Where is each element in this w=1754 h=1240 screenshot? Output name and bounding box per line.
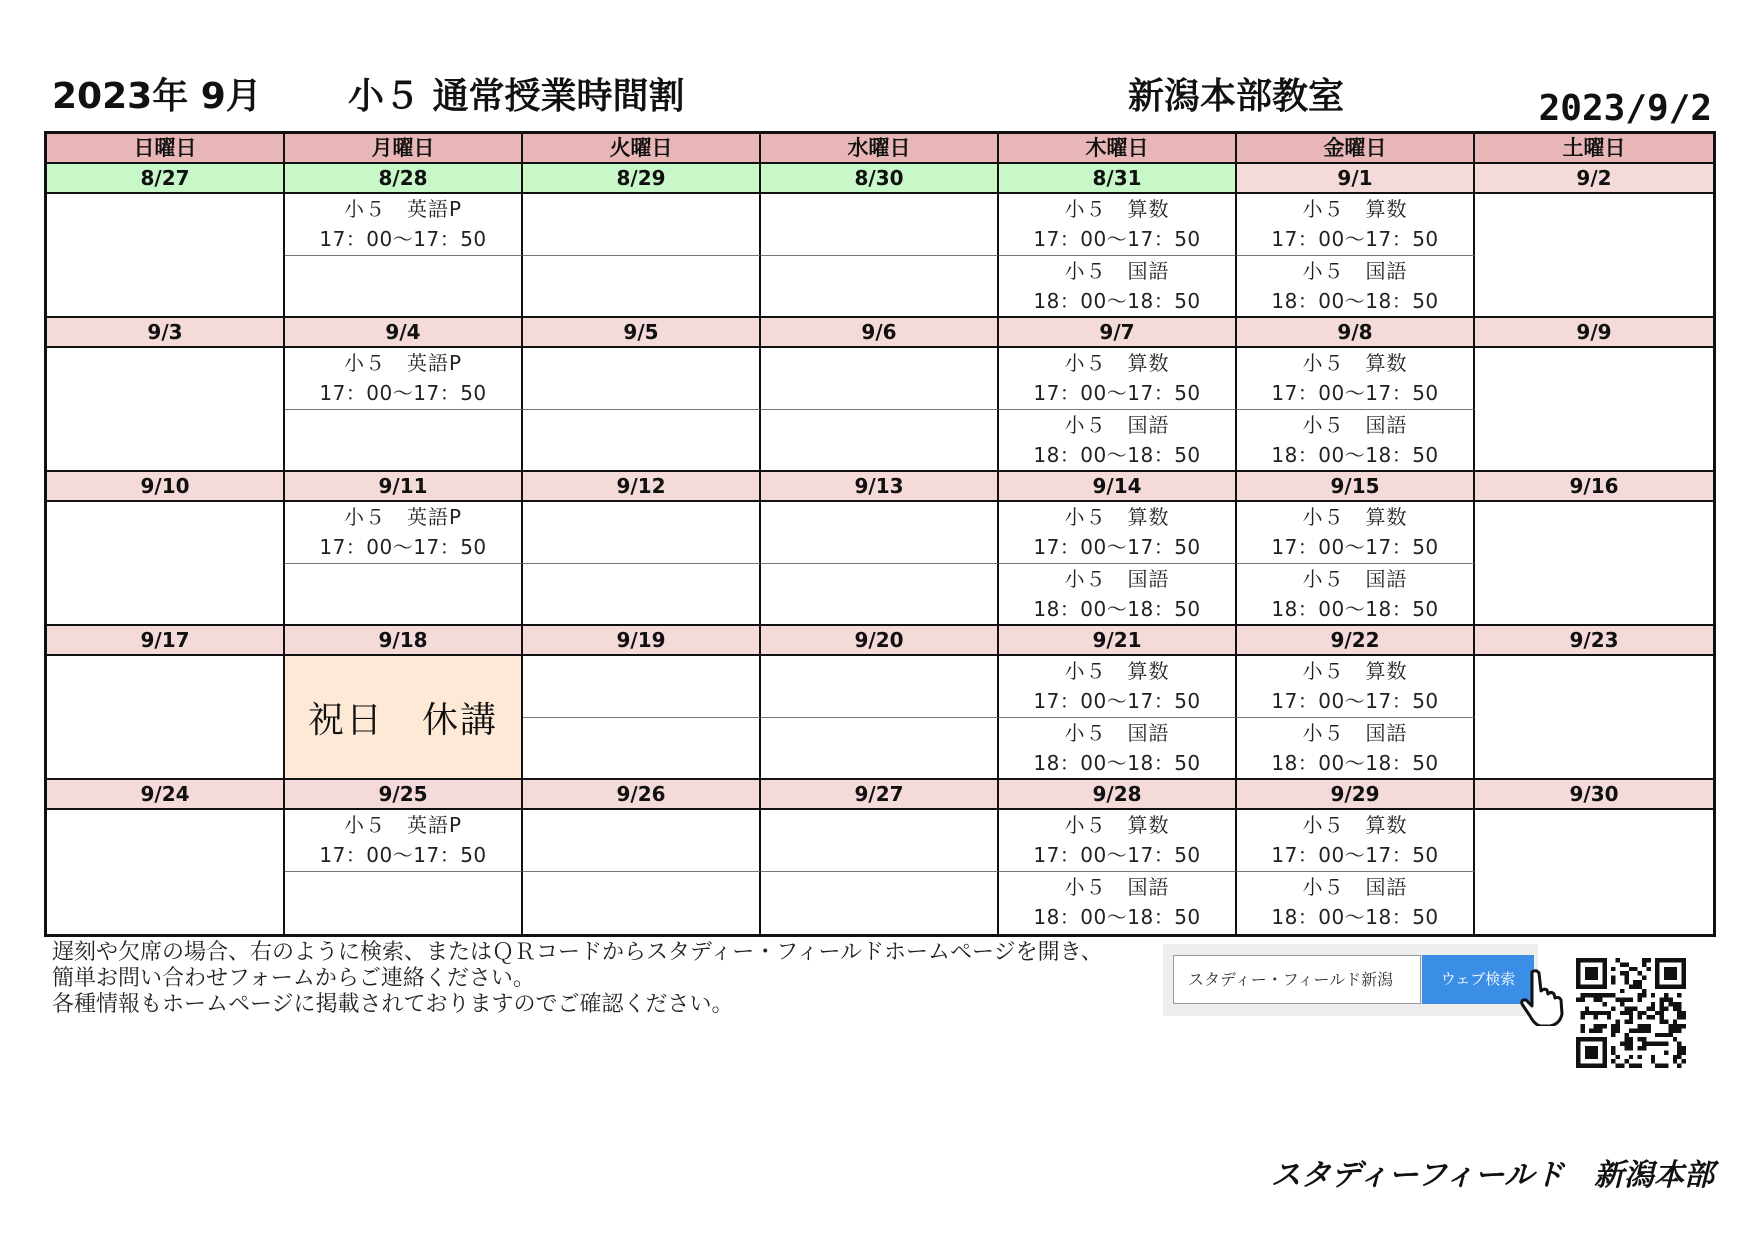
day-of-week-header: 金曜日 <box>1237 134 1475 164</box>
lesson-slot <box>47 410 285 472</box>
lesson-slot <box>999 810 1237 872</box>
lesson-time: 17：00～17：50 <box>319 381 487 405</box>
lesson-time: 18：00～18：50 <box>1033 289 1201 313</box>
lesson-slot <box>1237 410 1475 472</box>
lesson-time: 18：00～18：50 <box>1271 751 1439 775</box>
holiday-label: 祝日 休講 <box>307 699 498 741</box>
lesson-slot <box>47 502 285 564</box>
date-cell: 9/28 <box>999 780 1237 810</box>
lesson-time: 18：00～18：50 <box>1033 597 1201 621</box>
date-cell: 9/14 <box>999 472 1237 502</box>
lesson-time: 18：00～18：50 <box>1271 597 1439 621</box>
lesson-time: 17：00～17：50 <box>1271 535 1439 559</box>
lesson-slot <box>999 502 1237 564</box>
lesson-slot <box>1475 194 1713 256</box>
search-bar-graphic <box>1163 944 1538 1016</box>
issue-date: 2023/9/2 <box>1538 88 1712 129</box>
lesson-slot <box>523 810 761 872</box>
lesson-slot <box>999 256 1237 318</box>
lesson-time: 18：00～18：50 <box>1033 751 1201 775</box>
lesson-time: 17：00～17：50 <box>319 227 487 251</box>
lesson-subject: 小５ 算数 <box>1064 351 1170 375</box>
lesson-subject: 小５ 国語 <box>1064 567 1170 591</box>
lesson-slot <box>47 718 285 780</box>
date-cell: 9/2 <box>1475 164 1713 194</box>
lesson-slot <box>285 348 523 410</box>
lesson-time: 17：00～17：50 <box>1271 689 1439 713</box>
date-cell: 9/6 <box>761 318 999 348</box>
day-of-week-header: 火曜日 <box>523 134 761 164</box>
brand-signature: スタディーフィールド 新潟本部 <box>1270 1158 1714 1193</box>
lesson-time: 17：00～17：50 <box>1271 843 1439 867</box>
lesson-slot <box>1475 564 1713 626</box>
lesson-slot <box>1237 194 1475 256</box>
date-cell: 9/9 <box>1475 318 1713 348</box>
lesson-slot <box>47 194 285 256</box>
timetable-grid <box>44 131 1716 937</box>
lesson-slot <box>999 656 1237 718</box>
lesson-slot <box>999 872 1237 934</box>
lesson-slot <box>285 872 523 934</box>
lesson-slot <box>285 194 523 256</box>
lesson-slot <box>285 410 523 472</box>
lesson-slot <box>285 502 523 564</box>
lesson-time: 18：00～18：50 <box>1033 443 1201 467</box>
lesson-slot <box>47 564 285 626</box>
lesson-subject: 小５ 国語 <box>1064 259 1170 283</box>
lesson-slot <box>523 564 761 626</box>
lesson-slot <box>523 656 761 718</box>
lesson-time: 17：00～17：50 <box>319 535 487 559</box>
date-cell: 9/8 <box>1237 318 1475 348</box>
lesson-subject: 小５ 算数 <box>1064 659 1170 683</box>
date-cell: 9/10 <box>47 472 285 502</box>
lesson-subject: 小５ 算数 <box>1302 813 1408 837</box>
lesson-subject: 小５ 国語 <box>1302 567 1408 591</box>
lesson-slot <box>523 718 761 780</box>
lesson-slot <box>1237 810 1475 872</box>
lesson-slot <box>1237 348 1475 410</box>
date-cell: 9/16 <box>1475 472 1713 502</box>
date-cell: 9/20 <box>761 626 999 656</box>
date-cell: 8/28 <box>285 164 523 194</box>
lesson-slot <box>1475 256 1713 318</box>
lesson-slot <box>761 656 999 718</box>
lesson-subject: 小５ 国語 <box>1064 721 1170 745</box>
date-cell: 9/11 <box>285 472 523 502</box>
lesson-time: 18：00～18：50 <box>1033 905 1201 929</box>
lesson-subject: 小５ 算数 <box>1064 813 1170 837</box>
date-cell: 9/21 <box>999 626 1237 656</box>
lesson-time: 17：00～17：50 <box>1271 381 1439 405</box>
date-cell: 8/27 <box>47 164 285 194</box>
note-line: 各種情報もホームページに掲載されておりますのでご確認ください。 <box>52 992 734 1017</box>
lesson-slot <box>47 810 285 872</box>
lesson-slot <box>761 502 999 564</box>
lesson-subject: 小５ 英語P <box>343 813 463 837</box>
date-cell: 9/7 <box>999 318 1237 348</box>
lesson-subject: 小５ 国語 <box>1064 413 1170 437</box>
lesson-slot <box>761 718 999 780</box>
class-title: 小５ 通常授業時間割 <box>348 76 685 117</box>
lesson-slot <box>1475 872 1713 934</box>
lesson-subject: 小５ 算数 <box>1302 505 1408 529</box>
date-cell: 9/24 <box>47 780 285 810</box>
note-line: 遅刻や欠席の場合、右のように検索、またはＱＲコードからスタディー・フィールドホームページを開き、 <box>52 940 1103 965</box>
date-cell: 8/29 <box>523 164 761 194</box>
qr-code-icon <box>1576 958 1686 1068</box>
lesson-subject: 小５ 国語 <box>1302 413 1408 437</box>
lesson-slot <box>1237 872 1475 934</box>
date-cell: 9/19 <box>523 626 761 656</box>
lesson-slot <box>47 656 285 718</box>
lesson-time: 17：00～17：50 <box>1033 689 1201 713</box>
lesson-slot <box>1475 410 1713 472</box>
lesson-slot <box>1237 656 1475 718</box>
web-search-button[interactable]: ウェブ検索 <box>1422 955 1534 1004</box>
date-cell: 9/15 <box>1237 472 1475 502</box>
lesson-slot <box>1237 718 1475 780</box>
date-cell: 9/4 <box>285 318 523 348</box>
date-cell: 9/22 <box>1237 626 1475 656</box>
lesson-slot <box>1237 502 1475 564</box>
lesson-slot <box>761 194 999 256</box>
date-cell: 9/13 <box>761 472 999 502</box>
date-cell: 9/5 <box>523 318 761 348</box>
lesson-slot <box>47 256 285 318</box>
date-cell: 9/1 <box>1237 164 1475 194</box>
day-of-week-header: 日曜日 <box>47 134 285 164</box>
lesson-slot <box>999 348 1237 410</box>
lesson-time: 17：00～17：50 <box>1033 535 1201 559</box>
lesson-time: 18：00～18：50 <box>1271 905 1439 929</box>
lesson-slot <box>1475 718 1713 780</box>
lesson-slot <box>999 194 1237 256</box>
lesson-time: 17：00～17：50 <box>1271 227 1439 251</box>
lesson-slot <box>761 564 999 626</box>
lesson-slot <box>1237 564 1475 626</box>
lesson-slot <box>999 564 1237 626</box>
lesson-slot <box>285 256 523 318</box>
lesson-subject: 小５ 算数 <box>1302 659 1408 683</box>
date-cell: 9/18 <box>285 626 523 656</box>
lesson-subject: 小５ 算数 <box>1064 197 1170 221</box>
footer-notes <box>52 940 1103 1018</box>
holiday-cell <box>285 656 523 780</box>
lesson-slot <box>47 872 285 934</box>
lesson-subject: 小５ 国語 <box>1302 259 1408 283</box>
lesson-subject: 小５ 英語P <box>343 351 463 375</box>
school-name: 新潟本部教室 <box>1128 76 1345 117</box>
lesson-time: 17：00～17：50 <box>319 843 487 867</box>
pointer-hand-icon <box>1520 968 1566 1026</box>
lesson-time: 18：00～18：50 <box>1271 289 1439 313</box>
lesson-slot <box>761 410 999 472</box>
lesson-subject: 小５ 国語 <box>1064 875 1170 899</box>
lesson-subject: 小５ 算数 <box>1064 505 1170 529</box>
date-cell: 9/30 <box>1475 780 1713 810</box>
day-of-week-header: 土曜日 <box>1475 134 1713 164</box>
lesson-slot <box>761 810 999 872</box>
lesson-slot <box>523 256 761 318</box>
lesson-slot <box>999 718 1237 780</box>
date-cell: 8/30 <box>761 164 999 194</box>
date-cell: 8/31 <box>999 164 1237 194</box>
lesson-slot <box>761 872 999 934</box>
lesson-subject: 小５ 英語P <box>343 505 463 529</box>
lesson-slot <box>1475 656 1713 718</box>
lesson-subject: 小５ 英語P <box>343 197 463 221</box>
lesson-slot <box>1237 256 1475 318</box>
lesson-slot <box>523 502 761 564</box>
lesson-subject: 小５ 国語 <box>1302 875 1408 899</box>
month-title: 2023年 9月 <box>52 76 262 117</box>
date-cell: 9/25 <box>285 780 523 810</box>
note-line: 簡単お問い合わせフォームからご連絡ください。 <box>52 966 535 991</box>
lesson-slot <box>1475 810 1713 872</box>
lesson-slot <box>285 810 523 872</box>
lesson-subject: 小５ 算数 <box>1302 351 1408 375</box>
lesson-slot <box>1475 348 1713 410</box>
date-cell: 9/3 <box>47 318 285 348</box>
search-input[interactable]: スタディー・フィールド新潟 <box>1173 955 1421 1004</box>
date-cell: 9/17 <box>47 626 285 656</box>
lesson-slot <box>47 348 285 410</box>
day-of-week-header: 月曜日 <box>285 134 523 164</box>
lesson-slot <box>523 872 761 934</box>
lesson-slot <box>1475 502 1713 564</box>
day-of-week-header: 水曜日 <box>761 134 999 164</box>
date-cell: 9/26 <box>523 780 761 810</box>
lesson-time: 17：00～17：50 <box>1033 843 1201 867</box>
lesson-slot <box>761 256 999 318</box>
date-cell: 9/29 <box>1237 780 1475 810</box>
lesson-slot <box>523 194 761 256</box>
day-of-week-header: 木曜日 <box>999 134 1237 164</box>
lesson-slot <box>999 410 1237 472</box>
lesson-time: 18：00～18：50 <box>1271 443 1439 467</box>
lesson-slot <box>761 348 999 410</box>
lesson-subject: 小５ 算数 <box>1302 197 1408 221</box>
date-cell: 9/23 <box>1475 626 1713 656</box>
lesson-slot <box>523 410 761 472</box>
lesson-time: 17：00～17：50 <box>1033 381 1201 405</box>
lesson-time: 17：00～17：50 <box>1033 227 1201 251</box>
date-cell: 9/27 <box>761 780 999 810</box>
lesson-slot <box>523 348 761 410</box>
lesson-subject: 小５ 国語 <box>1302 721 1408 745</box>
date-cell: 9/12 <box>523 472 761 502</box>
lesson-slot <box>285 564 523 626</box>
